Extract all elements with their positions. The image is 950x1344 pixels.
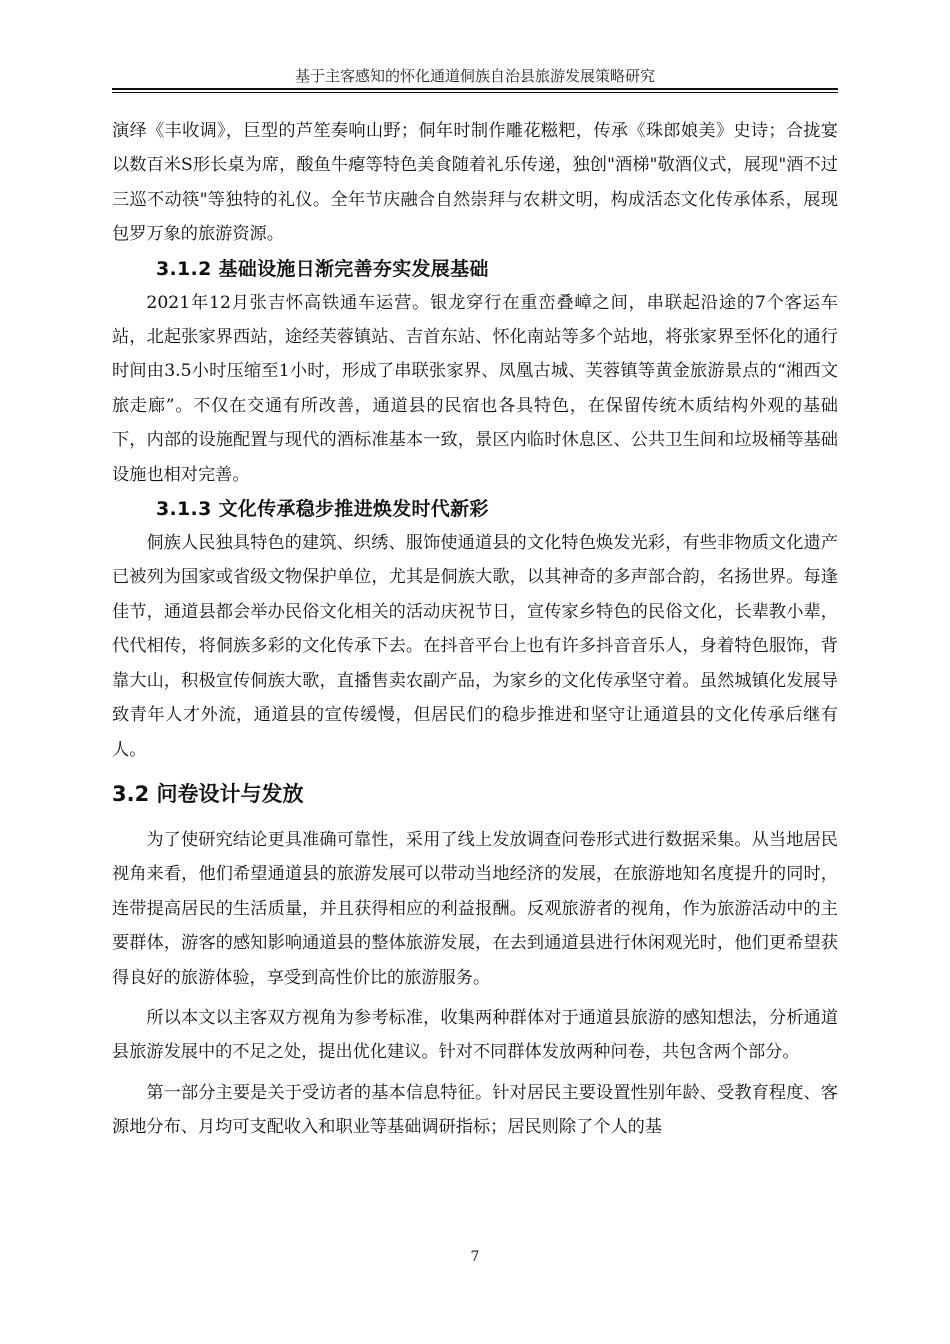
document-body (112, 114, 838, 1145)
paragraph-survey-purpose: 为了使研究结论更具准确可靠性，采用了线上发放调查问卷形式进行数据采集。从当地居民视角来看，他们希望通道县的旅游发展可以带动当地经济的发展，在旅游地知名度提升的同时，连带提高居民的生活质量，并且获得相应的利益报酬。反观旅游者的视角，作为旅游活动中的主要群体，游客的感知影响通道县的整体旅游发展，在去到通道县进行休闲观光时，他们更希望获得良好的旅游体验，享受到高性价比的旅游服务。 (112, 829, 838, 988)
paragraph-culture: 侗族人民独具特色的建筑、织绣、服饰使通道县的文化特色焕发光彩，有些非物质文化遗产已被列为国家或省级文物保护单位，尤其是侗族大歌，以其神奇的多声部合韵，名扬世界。每逢佳节，通道县都会举办民俗文化相关的活动庆祝节日，宣传家乡特色的民俗文化，长辈教小辈，代代相传，将侗族多彩的文化传承下去。在抖音平台上也有许多抖音音乐人，身着特色服饰，背靠大山，积极宣传侗族大歌，直播售卖农副产品，为家乡的文化传承坚守着。虽然城镇化发展导致青年人才外流，通道县的宣传缓慢，但居民们的稳步推进和坚守让通道县的文化传承后继有人。 (112, 533, 838, 760)
paragraph-continued: 演绎《丰收调》，巨型的芦笙奏响山野；侗年时制作雕花糍粑，传承《珠郎娘美》史诗；合拢宴以数百米S形长桌为席，酸鱼牛瘪等特色美食随着礼乐传递，独创"酒梯"敬酒仪式，展现"酒不过三巡不动筷"等独特的礼仪。全年节庆融合自然崇拜与农耕文明，构成活态文化传承体系，展现包罗万象的旅游资源。 (112, 121, 838, 245)
running-header: 基于主客感知的怀化通道侗族自治县旅游发展策略研究 (294, 67, 655, 85)
paragraph-survey-method: 所以本文以主客双方视角为参考标准，收集两种群体对于通道县旅游的感知想法，分析通道县旅游发展中的不足之处，提出优化建议。针对不同群体发放两种问卷，共包含两个部分。 (112, 1007, 838, 1063)
page-number: 7 (470, 1249, 480, 1265)
header-rule-thin (112, 92, 838, 93)
header-rule (112, 88, 838, 90)
paragraph-infrastructure: 2021年12月张吉怀高铁通车运营。银龙穿行在重峦叠嶂之间，串联起沿途的7个客运车站，北起张家界西站，途经芙蓉镇站、吉首东站、怀化南站等多个站地，将张家界至怀化的通行时间由3.5小时压缩至1小时，形成了串联张家界、凤凰古城、芙蓉镇等黄金旅游景点的“湘西文旅走廊”。不仅在交通有所改善，通道县的民宿也各具特色，在保留传统木质结构外观的基础下，内部的设施配置与现代的酒标准基本一致，景区内临时休息区、公共卫生间和垃圾桶等基础设施也相对完善。 (112, 292, 838, 485)
heading-3-1-2: 3.1.2 基础设施日渐完善夯实发展基础 (156, 257, 489, 280)
heading-3-1-3: 3.1.3 文化传承稳步推进焕发时代新彩 (156, 498, 489, 521)
heading-3-2: 3.2 问卷设计与发放 (112, 781, 304, 806)
paragraph-survey-part-one: 第一部分主要是关于受访者的基本信息特征。针对居民主要设置性别年龄、受教育程度、客源地分布、月均可支配收入和职业等基础调研指标；居民则除了个人的基 (112, 1082, 838, 1138)
